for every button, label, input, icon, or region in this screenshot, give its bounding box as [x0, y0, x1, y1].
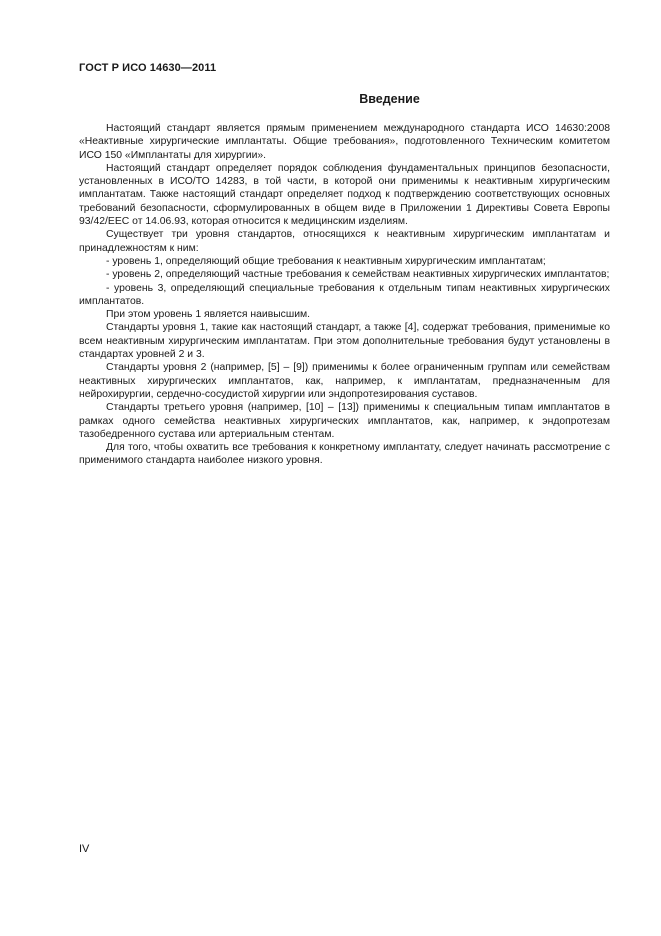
list-item: - уровень 1, определяющий общие требования к неактивным хирургическим имплантатам; — [106, 255, 546, 267]
paragraph: Существует три уровня стандартов, относящихся к неактивным хирургическим имплантатам и принадлежностям к ним: — [79, 229, 610, 254]
section-title: Введение — [359, 92, 420, 106]
list-item: - уровень 3, определяющий специальные требования к отдельным типам неактивных хирургических имплантатов. — [79, 282, 610, 307]
paragraph: Настоящий стандарт определяет порядок соблюдения фундаментальных принципов безопасности, установленных в ИСО/ТО 14283, в той части, в которой они применимы к неактивным хирургическим имплантатам. Также настоящий стандарт определяет подход к подтверждению соответствующих основных требований безопасности, сформулированных в общем виде в Приложении 1 Директивы Совета Европы 93/42/EEC от 14.06.93, которая относится к медицинским изделиям. — [79, 162, 610, 228]
document-header: ГОСТ Р ИСО 14630—2011 — [79, 62, 217, 74]
paragraph: При этом уровень 1 является наивысшим. — [106, 309, 311, 321]
paragraph: Стандарты уровня 1, такие как настоящий стандарт, а также [4], содержат требования, применимые ко всем неактивным хирургическим имплантатам. При этом дополнительные требования будут установлены в стандартах уровней 2 и 3. — [79, 322, 610, 361]
paragraph: Стандарты уровня 2 (например, [5] – [9]) применимы к более ограниченным группам или семействам неактивных хирургических имплантатов, как, например, к имплантатам, предназначенным для нейрохирургии, сердечно-сосудистой хирургии или эндопротезирования суставов. — [79, 362, 610, 400]
list-item: - уровень 2, определяющий частные требования к семействам неактивных хирургических имплантатов; — [106, 269, 610, 281]
paragraph: Для того, чтобы охватить все требования к конкретному имплантату, следует начинать рассмотрение с применимого стандарта наиболее низкого уровня. — [79, 442, 610, 467]
paragraph: Стандарты третьего уровня (например, [10] – [13]) применимы к специальным типам имплантатов в рамках одного семейства неактивных хирургических имплантатов, как, например, к эндопротезам тазобедренного сустава или артериальным стентам. — [79, 402, 610, 440]
body-text — [79, 122, 610, 468]
page-number: IV — [79, 843, 90, 855]
paragraph: Настоящий стандарт является прямым применением международного стандарта ИСО 14630:2008 «Неактивные хирургические имплантаты. Общие требования», подготовленного Техническим комитетом ИСО 150 «Имплантаты для хирургии». — [79, 123, 610, 161]
